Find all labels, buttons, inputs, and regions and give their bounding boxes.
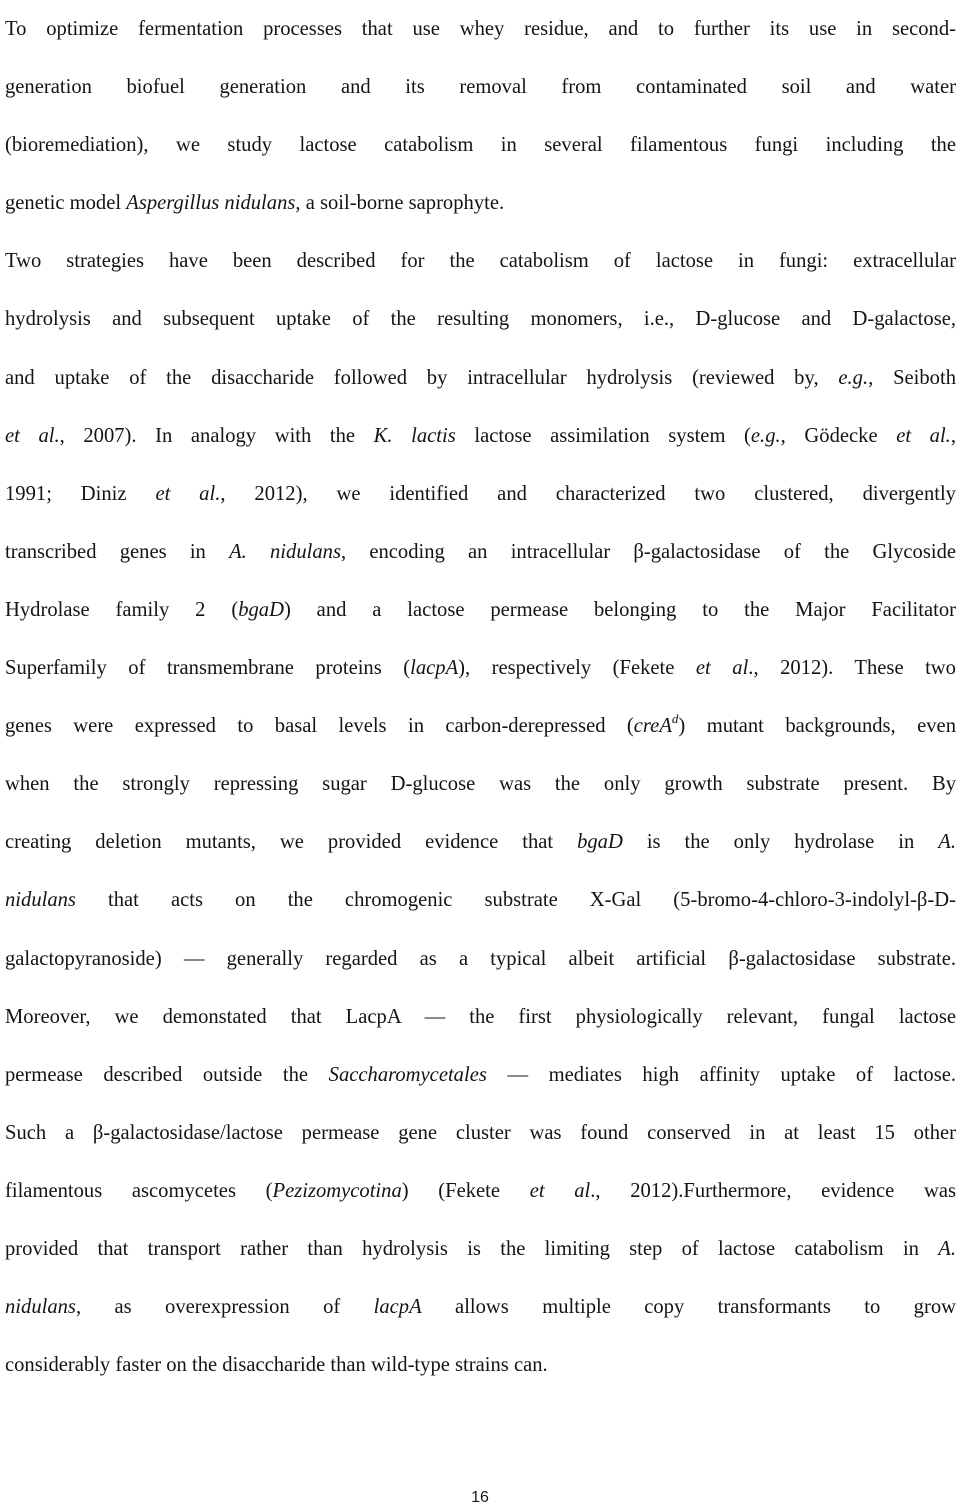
text-run: Such a β-galactosidase/lactose permease gene cluster was found conserved in at least 15 other bbox=[5, 1121, 956, 1144]
text-run: (bioremediation), we study lactose catabolism in several filamentous fungi including the bbox=[5, 134, 956, 157]
text-run: Two strategies have been described for the catabolism of lactose in fungi: extracellular bbox=[5, 250, 956, 273]
text-run: Superfamily of transmembrane proteins ( bbox=[5, 657, 411, 680]
text-run: , 2012), we identified and characterized two clustered, divergently bbox=[220, 482, 956, 505]
italic-text: et al bbox=[529, 1179, 591, 1202]
text-line bbox=[5, 0, 956, 58]
text-line bbox=[5, 116, 956, 174]
page-number: 16 bbox=[471, 1489, 489, 1506]
italic-text: Saccharomycetales bbox=[328, 1063, 487, 1086]
text-line bbox=[5, 407, 956, 465]
text-line bbox=[5, 930, 956, 988]
italic-text: et al bbox=[695, 657, 749, 680]
text-run: Moreover, we demonstated that LacpA — the first physiologically relevant, fungal lactose bbox=[5, 1005, 956, 1028]
italic-text: bgaD bbox=[238, 598, 284, 621]
text-line bbox=[5, 465, 956, 523]
italic-text: et al. bbox=[5, 424, 60, 447]
text-run: genetic model bbox=[5, 192, 127, 215]
text-run: allows multiple copy transformants to grow bbox=[421, 1296, 956, 1319]
text-run: ), respectively (Fekete bbox=[458, 657, 696, 680]
text-run: To optimize fermentation processes that use whey residue, and to further its use in second- bbox=[5, 18, 956, 40]
text-run: , as overexpression of bbox=[75, 1296, 374, 1319]
italic-text: Aspergillus nidulans bbox=[126, 192, 296, 215]
italic-text: A. bbox=[938, 1237, 956, 1260]
text-line bbox=[5, 871, 956, 929]
italic-text: et al. bbox=[896, 424, 951, 447]
text-run: creating deletion mutants, we provided evidence that bbox=[5, 831, 578, 854]
text-run: is the only hydrolase in bbox=[622, 831, 939, 854]
italic-text: et al. bbox=[155, 482, 221, 505]
text-run: Hydrolase family 2 ( bbox=[5, 598, 239, 621]
italic-text: A. bbox=[938, 831, 956, 854]
text-line bbox=[5, 988, 956, 1046]
superscript-text: d bbox=[671, 711, 679, 727]
text-run: 1991; Diniz bbox=[5, 482, 156, 505]
text-run: ) mutant backgrounds, even bbox=[678, 715, 956, 738]
text-line bbox=[5, 1046, 956, 1104]
text-line bbox=[5, 232, 956, 290]
italic-text: Pezizomycotina bbox=[272, 1179, 402, 1202]
text-run: ) (Fekete bbox=[401, 1179, 530, 1202]
text-run: , encoding an intracellular β-galactosidase of the Glycoside bbox=[340, 540, 957, 563]
italic-text: e.g. bbox=[750, 424, 781, 447]
italic-text: nidulans bbox=[5, 889, 76, 912]
text-line bbox=[5, 1104, 956, 1162]
italic-text: creA bbox=[633, 715, 672, 738]
text-run: provided that transport rather than hydrolysis is the limiting step of lactose catabolism in bbox=[5, 1237, 939, 1260]
text-line bbox=[5, 1162, 956, 1220]
text-run: ., 2012). These two bbox=[748, 657, 956, 680]
text-run: when the strongly repressing sugar D-glucose was the only growth substrate present. By bbox=[5, 773, 956, 796]
italic-text: nidulans bbox=[5, 1296, 76, 1319]
italic-text: e.g. bbox=[838, 366, 869, 389]
body-paragraph bbox=[5, 0, 956, 1394]
text-run: considerably faster on the disaccharide than wild-type strains can. bbox=[5, 1354, 548, 1377]
text-run: generation biofuel generation and its removal from contaminated soil and water bbox=[5, 76, 956, 99]
text-run: permease described outside the bbox=[5, 1063, 329, 1086]
text-run: filamentous ascomycetes ( bbox=[5, 1179, 273, 1202]
text-run: transcribed genes in bbox=[5, 540, 230, 563]
text-run: lactose assimilation system ( bbox=[455, 424, 751, 447]
italic-text: K. lactis bbox=[373, 424, 456, 447]
text-run: , Gödecke bbox=[780, 424, 897, 447]
text-line bbox=[5, 1278, 956, 1336]
text-line bbox=[5, 755, 956, 813]
italic-text: lacpA bbox=[373, 1296, 422, 1319]
text-run: genes were expressed to basal levels in carbon-derepressed ( bbox=[5, 715, 634, 738]
text-run: ) and a lactose permease belonging to the Major Facilitator bbox=[283, 598, 956, 621]
text-line bbox=[5, 813, 956, 871]
text-run: , bbox=[950, 424, 956, 447]
text-line bbox=[5, 523, 956, 581]
text-line bbox=[5, 1336, 956, 1394]
text-run: , a soil-borne saprophyte. bbox=[295, 192, 505, 215]
text-line bbox=[5, 174, 956, 232]
text-line bbox=[5, 349, 956, 407]
text-run: , Seiboth bbox=[868, 366, 956, 389]
italic-text: A. nidulans bbox=[229, 540, 341, 563]
text-line bbox=[5, 639, 956, 697]
text-line bbox=[5, 58, 956, 116]
text-run: , 2007). In analogy with the bbox=[59, 424, 374, 447]
italic-text: lacpA bbox=[410, 657, 459, 680]
text-run: that acts on the chromogenic substrate X-Gal (5-bromo-4-chloro-3-indolyl-β-D- bbox=[75, 889, 956, 912]
text-run: hydrolysis and subsequent uptake of the resulting monomers, i.e., D-glucose and D-galactose, bbox=[5, 308, 956, 331]
text-run: ., 2012).Furthermore, evidence was bbox=[590, 1179, 956, 1202]
text-run: — mediates high affinity uptake of lactose. bbox=[486, 1063, 956, 1086]
italic-text: bgaD bbox=[577, 831, 623, 854]
text-run: galactopyranoside) — generally regarded as a typical albeit artificial β-galactosidase substrate. bbox=[5, 947, 956, 970]
text-line bbox=[5, 290, 956, 348]
text-line bbox=[5, 581, 956, 639]
text-line bbox=[5, 1220, 956, 1278]
text-line bbox=[5, 697, 956, 755]
text-run: and uptake of the disaccharide followed by intracellular hydrolysis (reviewed by, bbox=[5, 366, 839, 389]
